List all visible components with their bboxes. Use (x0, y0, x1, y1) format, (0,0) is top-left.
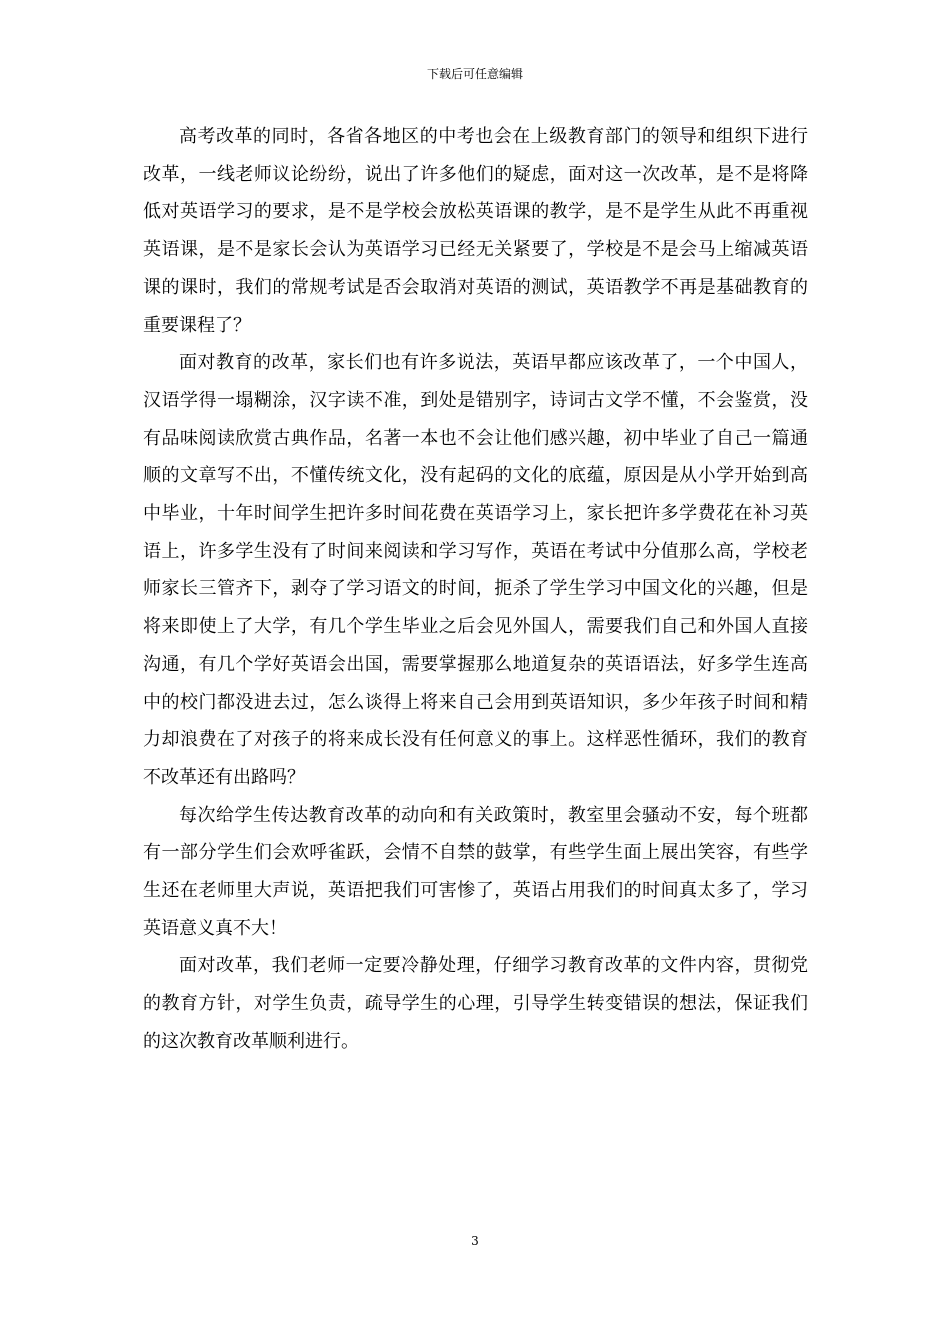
document-body (143, 118, 808, 1061)
page-header: 下载后可任意编辑 (426, 67, 523, 81)
paragraph-3: 每次给学生传达教育改革的动向和有关政策时，教室里会骚动不安，每个班都有一部分学生们会欢呼雀跃，会情不自禁的鼓掌，有些学生面上展出笑容，有些学生还在老师里大声说，英语把我们可害惨了，英语占用我们的时间真太多了，学习英语意义真不大！ (143, 804, 808, 939)
page-number: 3 (471, 1234, 479, 1248)
paragraph-1: 高考改革的同时，各省各地区的中考也会在上级教育部门的领导和组织下进行改革，一线老师议论纷纷，说出了许多他们的疑虑，面对这一次改革，是不是将降低对英语学习的要求，是不是学校会放松英语课的教学，是不是学生从此不再重视英语课，是不是家长会认为英语学习已经无关紧要了，学校是不是会马上缩减英语课的课时，我们的常规考试是否会取消对英语的测试，英语教学不再是基础教育的重要课程了？ (143, 126, 808, 336)
paragraph-2: 面对教育的改革，家长们也有许多说法，英语早都应该改革了，一个中国人，汉语学得一塌糊涂，汉字读不准，到处是错别字，诗词古文学不懂，不会鉴赏，没有品味阅读欣赏古典作品，名著一本也不会让他们感兴趣，初中毕业了自己一篇通顺的文章写不出，不懂传统文化，没有起码的文化的底蕴，原因是从小学开始到高中毕业，十年时间学生把许多时间花费在英语学习上，家长把许多学费花在补习英语上，许多学生没有了时间来阅读和学习写作，英语在考试中分值那么高，学校老师家长三管齐下，剥夺了学习语文的时间，扼杀了学生学习中国文化的兴趣，但是将来即使上了大学，有几个学生毕业之后会见外国人，需要我们自己和外国人直接沟通，有几个学好英语会出国，需要掌握那么地道复杂的英语语法，好多学生连高中的校门都没进去过，怎么谈得上将来自己会用到英语知识，多少年孩子时间和精力却浪费在了对孩子的将来成长没有任何意义的事上。这样恶性循环，我们的教育不改革还有出路吗？ (143, 352, 808, 788)
paragraph-4: 面对改革，我们老师一定要冷静处理，仔细学习教育改革的文件内容，贯彻党的教育方针，对学生负责，疏导学生的心理，引导学生转变错误的想法，保证我们的这次教育改革顺利进行。 (143, 955, 808, 1052)
